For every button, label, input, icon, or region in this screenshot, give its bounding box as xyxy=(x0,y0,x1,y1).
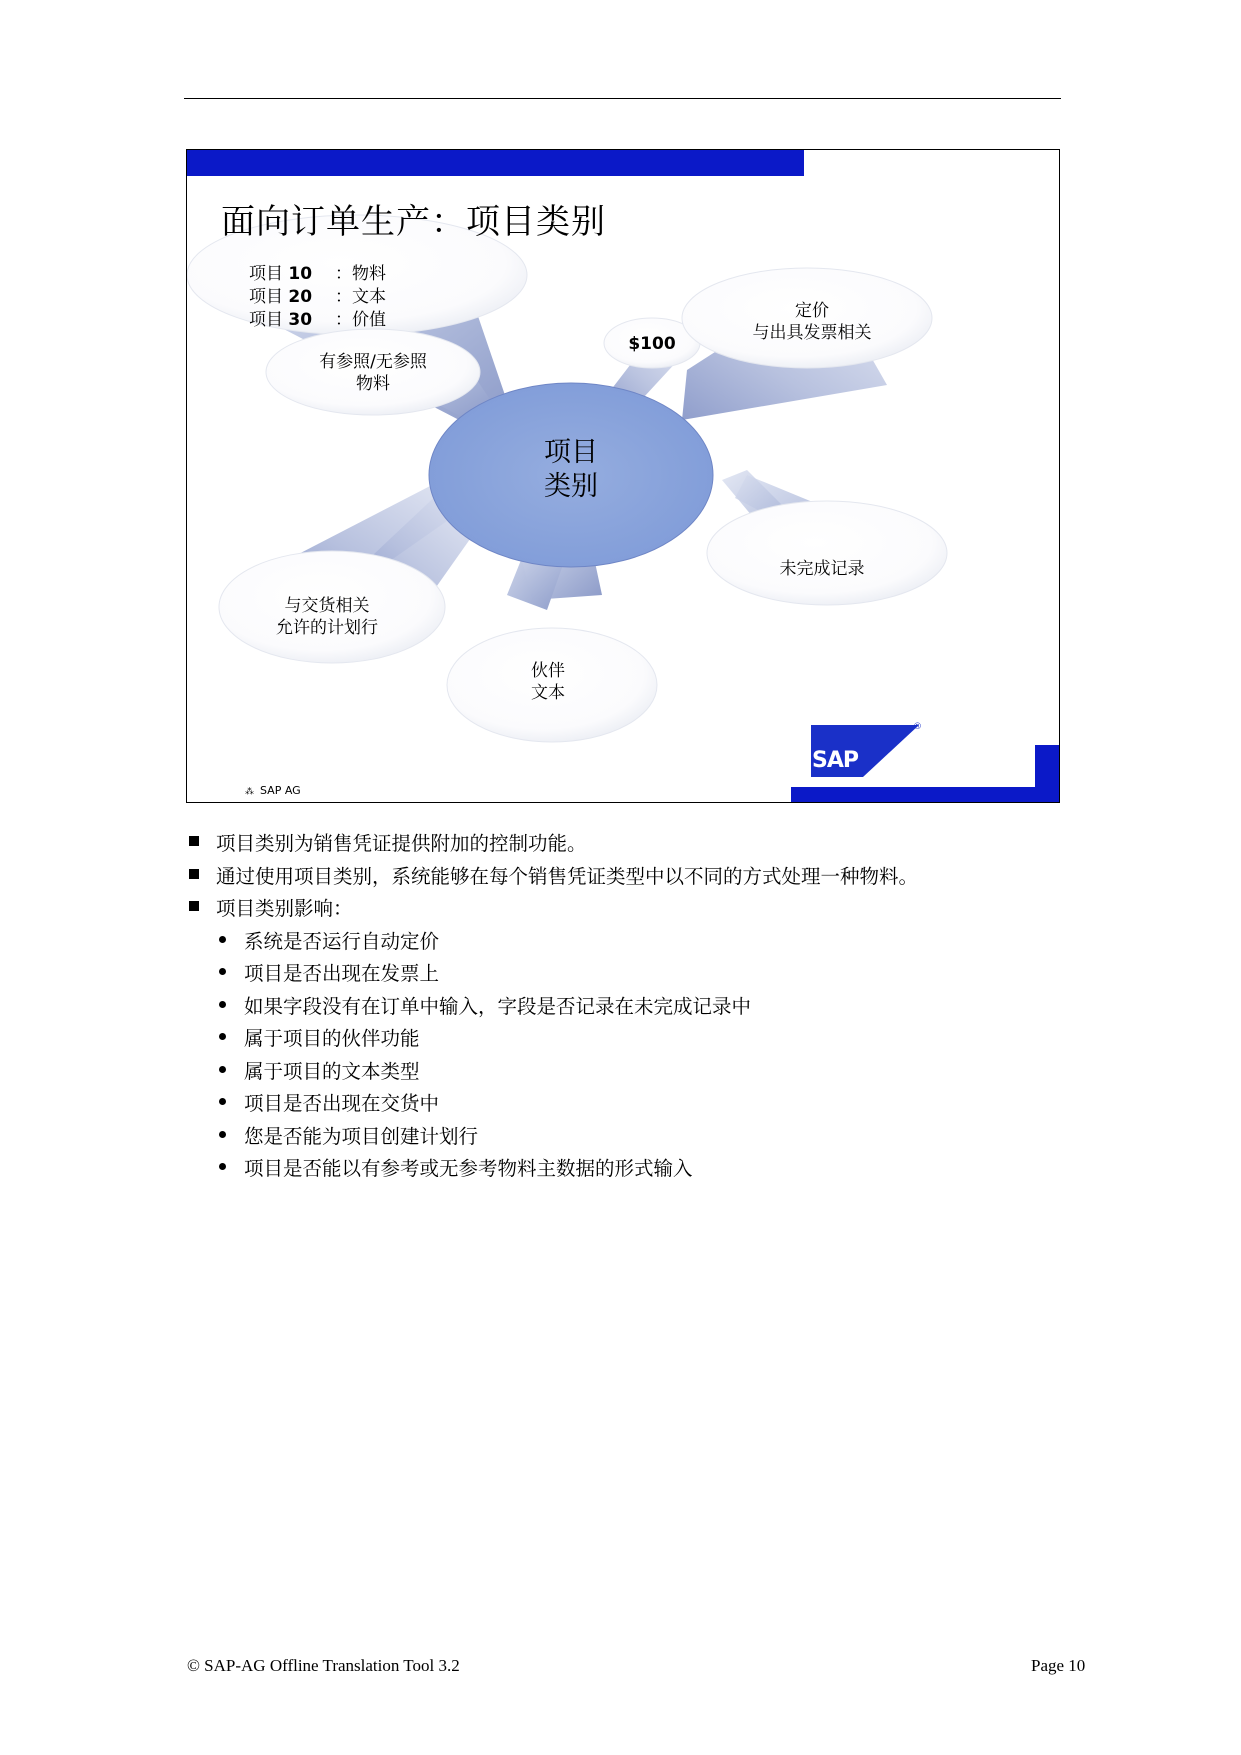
bullet-text: 通过使用项目类别，系统能够在每个销售凭证类型中以不同的方式处理一种物料。 xyxy=(216,864,919,888)
registered-mark: ® xyxy=(913,722,922,732)
dot-bullet-icon xyxy=(219,1098,226,1105)
square-bullet-icon xyxy=(189,869,199,879)
slide-bottom-bar xyxy=(791,787,1059,802)
sub-bullet-text: 项目是否出现在发票上 xyxy=(244,962,440,985)
slide-copyright-text: SAP AG xyxy=(260,784,301,797)
sub-bullet-text: 如果字段没有在订单中输入，字段是否记录在未完成记录中 xyxy=(244,994,752,1018)
ref-material-line1: 有参照/无参照 xyxy=(319,352,427,372)
ref-material-label xyxy=(305,351,441,395)
item-value: ：价值 xyxy=(335,310,386,330)
item-value: ：物料 xyxy=(335,264,386,284)
item-value: ：文本 xyxy=(335,287,386,307)
delivery-label xyxy=(262,595,392,639)
dot-bullet-icon xyxy=(219,1001,226,1008)
dot-bullet-icon xyxy=(219,1131,226,1138)
slide-title: 面向订单生产：项目类别 xyxy=(221,202,606,242)
dot-bullet-icon xyxy=(219,1033,226,1040)
partner-line1: 伙伴 xyxy=(531,661,565,681)
item-row xyxy=(249,286,386,309)
partner-label xyxy=(518,660,578,704)
sap-logo-text: SAP xyxy=(812,748,858,773)
ref-material-line2: 物料 xyxy=(356,374,390,394)
item-label: 项目 xyxy=(249,287,283,307)
item-list xyxy=(249,263,386,332)
slide-copyright xyxy=(245,784,301,797)
pricing-line1: 定价 xyxy=(795,301,829,321)
center-label xyxy=(521,436,621,504)
sub-bullet-text: 属于项目的文本类型 xyxy=(244,1059,420,1083)
sub-bullet-text: 项目是否能以有参考或无参考物料主数据的形式输入 xyxy=(244,1157,693,1180)
bullet-text: 项目类别影响： xyxy=(216,897,353,920)
sub-bullet-text: 项目是否出现在交货中 xyxy=(244,1092,440,1115)
center-line2: 类别 xyxy=(544,471,598,502)
bubble-incomplete xyxy=(707,501,947,605)
item-label: 项目 xyxy=(249,264,283,284)
header-rule xyxy=(184,98,1061,99)
item-row xyxy=(249,309,386,332)
pricing-line2: 与出具发票相关 xyxy=(752,323,872,343)
slide xyxy=(186,149,1060,803)
sub-bullet-text: 属于项目的伙伴功能 xyxy=(244,1027,420,1050)
item-category-diagram xyxy=(187,150,1059,802)
item-number: 30 xyxy=(288,310,313,330)
incomplete-label: 未完成记录 xyxy=(779,559,865,579)
center-line1: 项目 xyxy=(544,437,598,468)
footer-copyright: © SAP-AG Offline Translation Tool 3.2 xyxy=(187,1656,460,1675)
dot-bullet-icon xyxy=(219,936,226,943)
square-bullet-icon xyxy=(189,901,199,911)
item-number: 20 xyxy=(288,287,313,307)
sub-bullet-text: 您是否能为项目创建计划行 xyxy=(244,1124,479,1148)
pricing-label xyxy=(727,300,897,344)
square-bullet-icon xyxy=(189,836,199,846)
partner-line2: 文本 xyxy=(531,683,565,703)
item-row xyxy=(249,263,386,286)
page-number: Page 10 xyxy=(1031,1656,1086,1675)
item-number: 10 xyxy=(288,264,313,284)
delivery-line1: 与交货相关 xyxy=(284,596,370,616)
item-label: 项目 xyxy=(249,310,283,330)
bullet-text: 项目类别为销售凭证提供附加的控制功能。 xyxy=(216,832,587,855)
dot-bullet-icon xyxy=(219,1066,226,1073)
sub-bullet-text: 系统是否运行自动定价 xyxy=(244,929,440,953)
price-tag-label: $100 xyxy=(628,334,676,354)
delivery-line2: 允许的计划行 xyxy=(276,618,378,638)
dot-bullet-icon xyxy=(219,1163,226,1170)
sparkle-icon: ⁂ xyxy=(245,787,254,797)
dot-bullet-icon xyxy=(219,968,226,975)
